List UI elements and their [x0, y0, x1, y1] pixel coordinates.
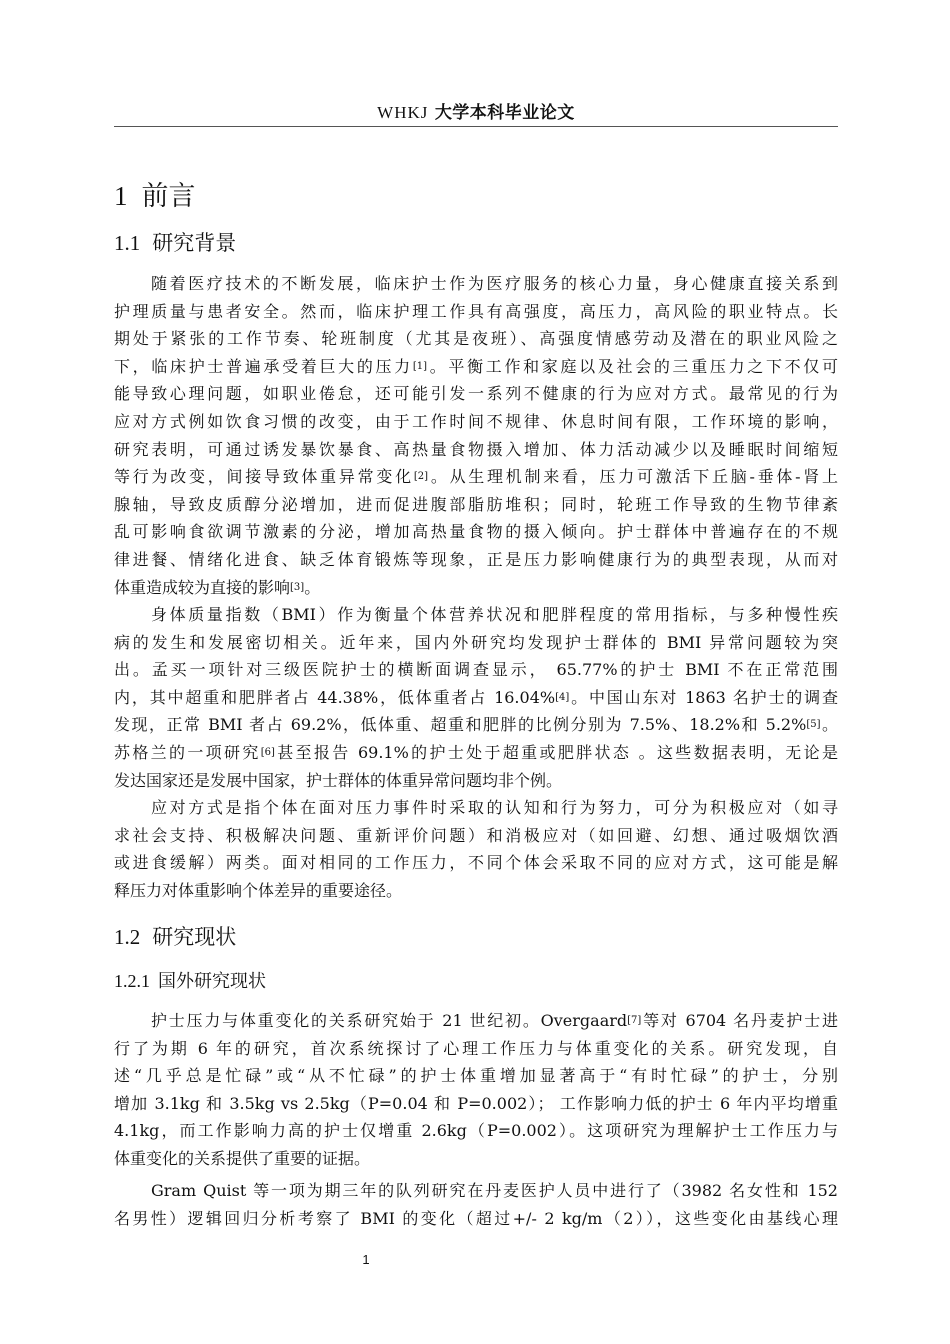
text-line	[114, 574, 838, 602]
text-run: 。从生理机制来看，压力可激活下丘脑-垂体-肾上	[428, 467, 838, 487]
text-run: 。	[304, 577, 321, 597]
text-line: 出。孟买一项针对三级医院护士的横断面调查显示， 65.77%的护士 BMI 不在正常范围	[114, 660, 838, 680]
page-number: 1	[362, 1252, 370, 1267]
text-line: 身体质量指数（BMI）作为衡量个体营养状况和肥胖程度的常用指标，与多种慢性疾	[151, 605, 838, 624]
text-line	[114, 1007, 838, 1035]
citation: [5]	[806, 719, 821, 731]
text-line: 体重变化的关系提供了重要的证据。	[114, 1148, 371, 1168]
text-line: 期处于紧张的工作节奏、轮班制度（尤其是夜班）、高强度情感劳动及潜在的职业风险之	[114, 329, 838, 349]
text-run: 等对 6704 名丹麦护士进	[641, 1011, 838, 1030]
text-line	[114, 684, 838, 712]
section-title: 研究现状	[152, 925, 237, 949]
section-title: 研究背景	[152, 231, 237, 255]
header-rule	[114, 126, 838, 127]
text-line: 应对方式是指个体在面对压力事件时采取的认知和行为努力，可分为积极应对（如寻	[151, 798, 838, 817]
header-title: 大学本科毕业论文	[434, 103, 575, 123]
text-line: Gram Quist 等一项为期三年的队列研究在丹麦医护人员中进行了（3982 名女性和 152	[151, 1181, 838, 1200]
paragraph-foreign-2	[114, 1177, 838, 1232]
paragraph-background-1	[114, 270, 838, 601]
section-number: 1.2	[114, 925, 141, 949]
text-run: 体重造成较为直接的影响	[114, 577, 291, 597]
text-run: 。	[820, 715, 838, 735]
paragraph-foreign-1	[114, 1007, 838, 1173]
text-run: 甚至报告 69.1%的护士处于超重或肥胖状态 。这些数据表明，无论是	[274, 742, 838, 762]
text-line	[114, 711, 838, 739]
text-line	[114, 353, 838, 381]
citation: [7]	[627, 1015, 642, 1026]
text-line	[114, 739, 838, 767]
text-line: 律进餐、情绪化进食、缺乏体育锻炼等现象，正是压力影响健康行为的典型表现，从而对	[114, 549, 838, 569]
section-heading-1-1	[114, 227, 236, 257]
text-line	[114, 463, 838, 491]
text-run: 等行为改变，间接导致体重异常变化	[114, 467, 414, 487]
text-line: 述“几乎总是忙碌”或“从不忙碌”的护士体重增加显著高于“有时忙碌”的护士，分别	[114, 1066, 838, 1086]
text-run: 。平衡工作和家庭以及社会的三重压力之下不仅可	[427, 356, 838, 376]
text-line: 乱可影响食欲调节激素的分泌，增加高热量食物的摄入倾向。护士群体中普遍存在的不规	[114, 522, 838, 542]
text-line: 或进食缓解）两类。面对相同的工作压力，不同个体会采取不同的应对方式，这可能是解	[114, 853, 838, 873]
text-line: 护理质量与患者安全。然而，临床护理工作具有高强度，高压力，高风险的职业特点。长	[114, 301, 838, 321]
text-line: 行了为期 6 年的研究，首次系统探讨了心理工作压力与体重变化的关系。研究发现，自	[114, 1038, 838, 1058]
text-line: 4.1kg，而工作影响力高的护士仅增重 2.6kg（P=0.002）。这项研究为理解护士工作压力与	[114, 1121, 838, 1141]
header-school: WHKJ	[377, 103, 429, 122]
paragraph-background-2	[114, 601, 838, 794]
paragraph-background-3	[114, 794, 838, 904]
subsection-title: 国外研究现状	[158, 971, 266, 992]
chapter-heading	[114, 174, 196, 213]
text-line: 能导致心理问题，如职业倦怠，还可能引发一系列不健康的行为应对方式。最常见的行为	[114, 384, 838, 404]
section-heading-1-2	[114, 921, 236, 951]
running-header	[114, 98, 838, 123]
chapter-title: 前言	[141, 181, 196, 212]
subsection-number: 1.2.1	[114, 971, 150, 991]
text-line: 研究表明，可通过诱发暴饮暴食、高热量食物摄入增加、体力活动减少以及睡眠时间缩短	[114, 439, 838, 459]
text-run: 内，其中超重和肥胖者占 44.38%，低体重者占 16.04%	[114, 687, 556, 707]
chapter-number: 1	[114, 181, 128, 211]
text-line: 腺轴，导致皮质醇分泌增加，进而促进腹部脂肪堆积；同时，轮班工作导致的生物节律紊	[114, 494, 838, 514]
text-line: 释压力对体重影响个体差异的重要途径。	[114, 880, 403, 900]
subsection-heading-1-2-1	[114, 967, 266, 993]
citation: [1]	[412, 360, 428, 372]
text-line: 病的发生和发展密切相关。近年来，国内外研究均发现护士群体的 BMI 异常问题较为突	[114, 632, 838, 652]
citation: [3]	[290, 581, 305, 593]
text-line: 求社会支持、积极解决问题、重新评价问题）和消极应对（如回避、幻想、通过吸烟饮酒	[114, 825, 838, 845]
section-number: 1.1	[114, 231, 141, 255]
citation: [2]	[413, 471, 429, 483]
text-run: 护士压力与体重变化的关系研究始于 21 世纪初。Overgaard	[151, 1011, 628, 1030]
text-run: 发现，正常 BMI 者占 69.2%，低体重、超重和肥胖的比例分别为 7.5%、18.2%和 5.2%	[114, 715, 807, 735]
text-line: 发达国家还是发展中国家，护士群体的体重异常问题均非个例。	[114, 770, 563, 790]
citation: [4]	[555, 691, 570, 703]
text-run: 下，临床护士普遍承受着巨大的压力	[114, 356, 413, 376]
text-line: 应对方式例如饮食习惯的改变，由于工作时间不规律、休息时间有限，工作环境的影响，	[114, 411, 838, 431]
text-line: 增加 3.1kg 和 3.5kg vs 2.5kg（P=0.04 和 P=0.002）； 工作影响力低的护士 6 年内平均增重	[114, 1093, 838, 1113]
text-run: 苏格兰的一项研究	[114, 742, 261, 762]
text-line: 名男性）逻辑回归分析考察了 BMI 的变化（超过+/- 2 kg/m（2）），这些变化由基线心理	[114, 1208, 838, 1228]
citation: [6]	[260, 746, 275, 758]
text-line: 随着医疗技术的不断发展，临床护士作为医疗服务的核心力量，身心健康直接关系到	[151, 274, 838, 293]
text-run: 。中国山东对 1863 名护士的调查	[569, 687, 838, 707]
